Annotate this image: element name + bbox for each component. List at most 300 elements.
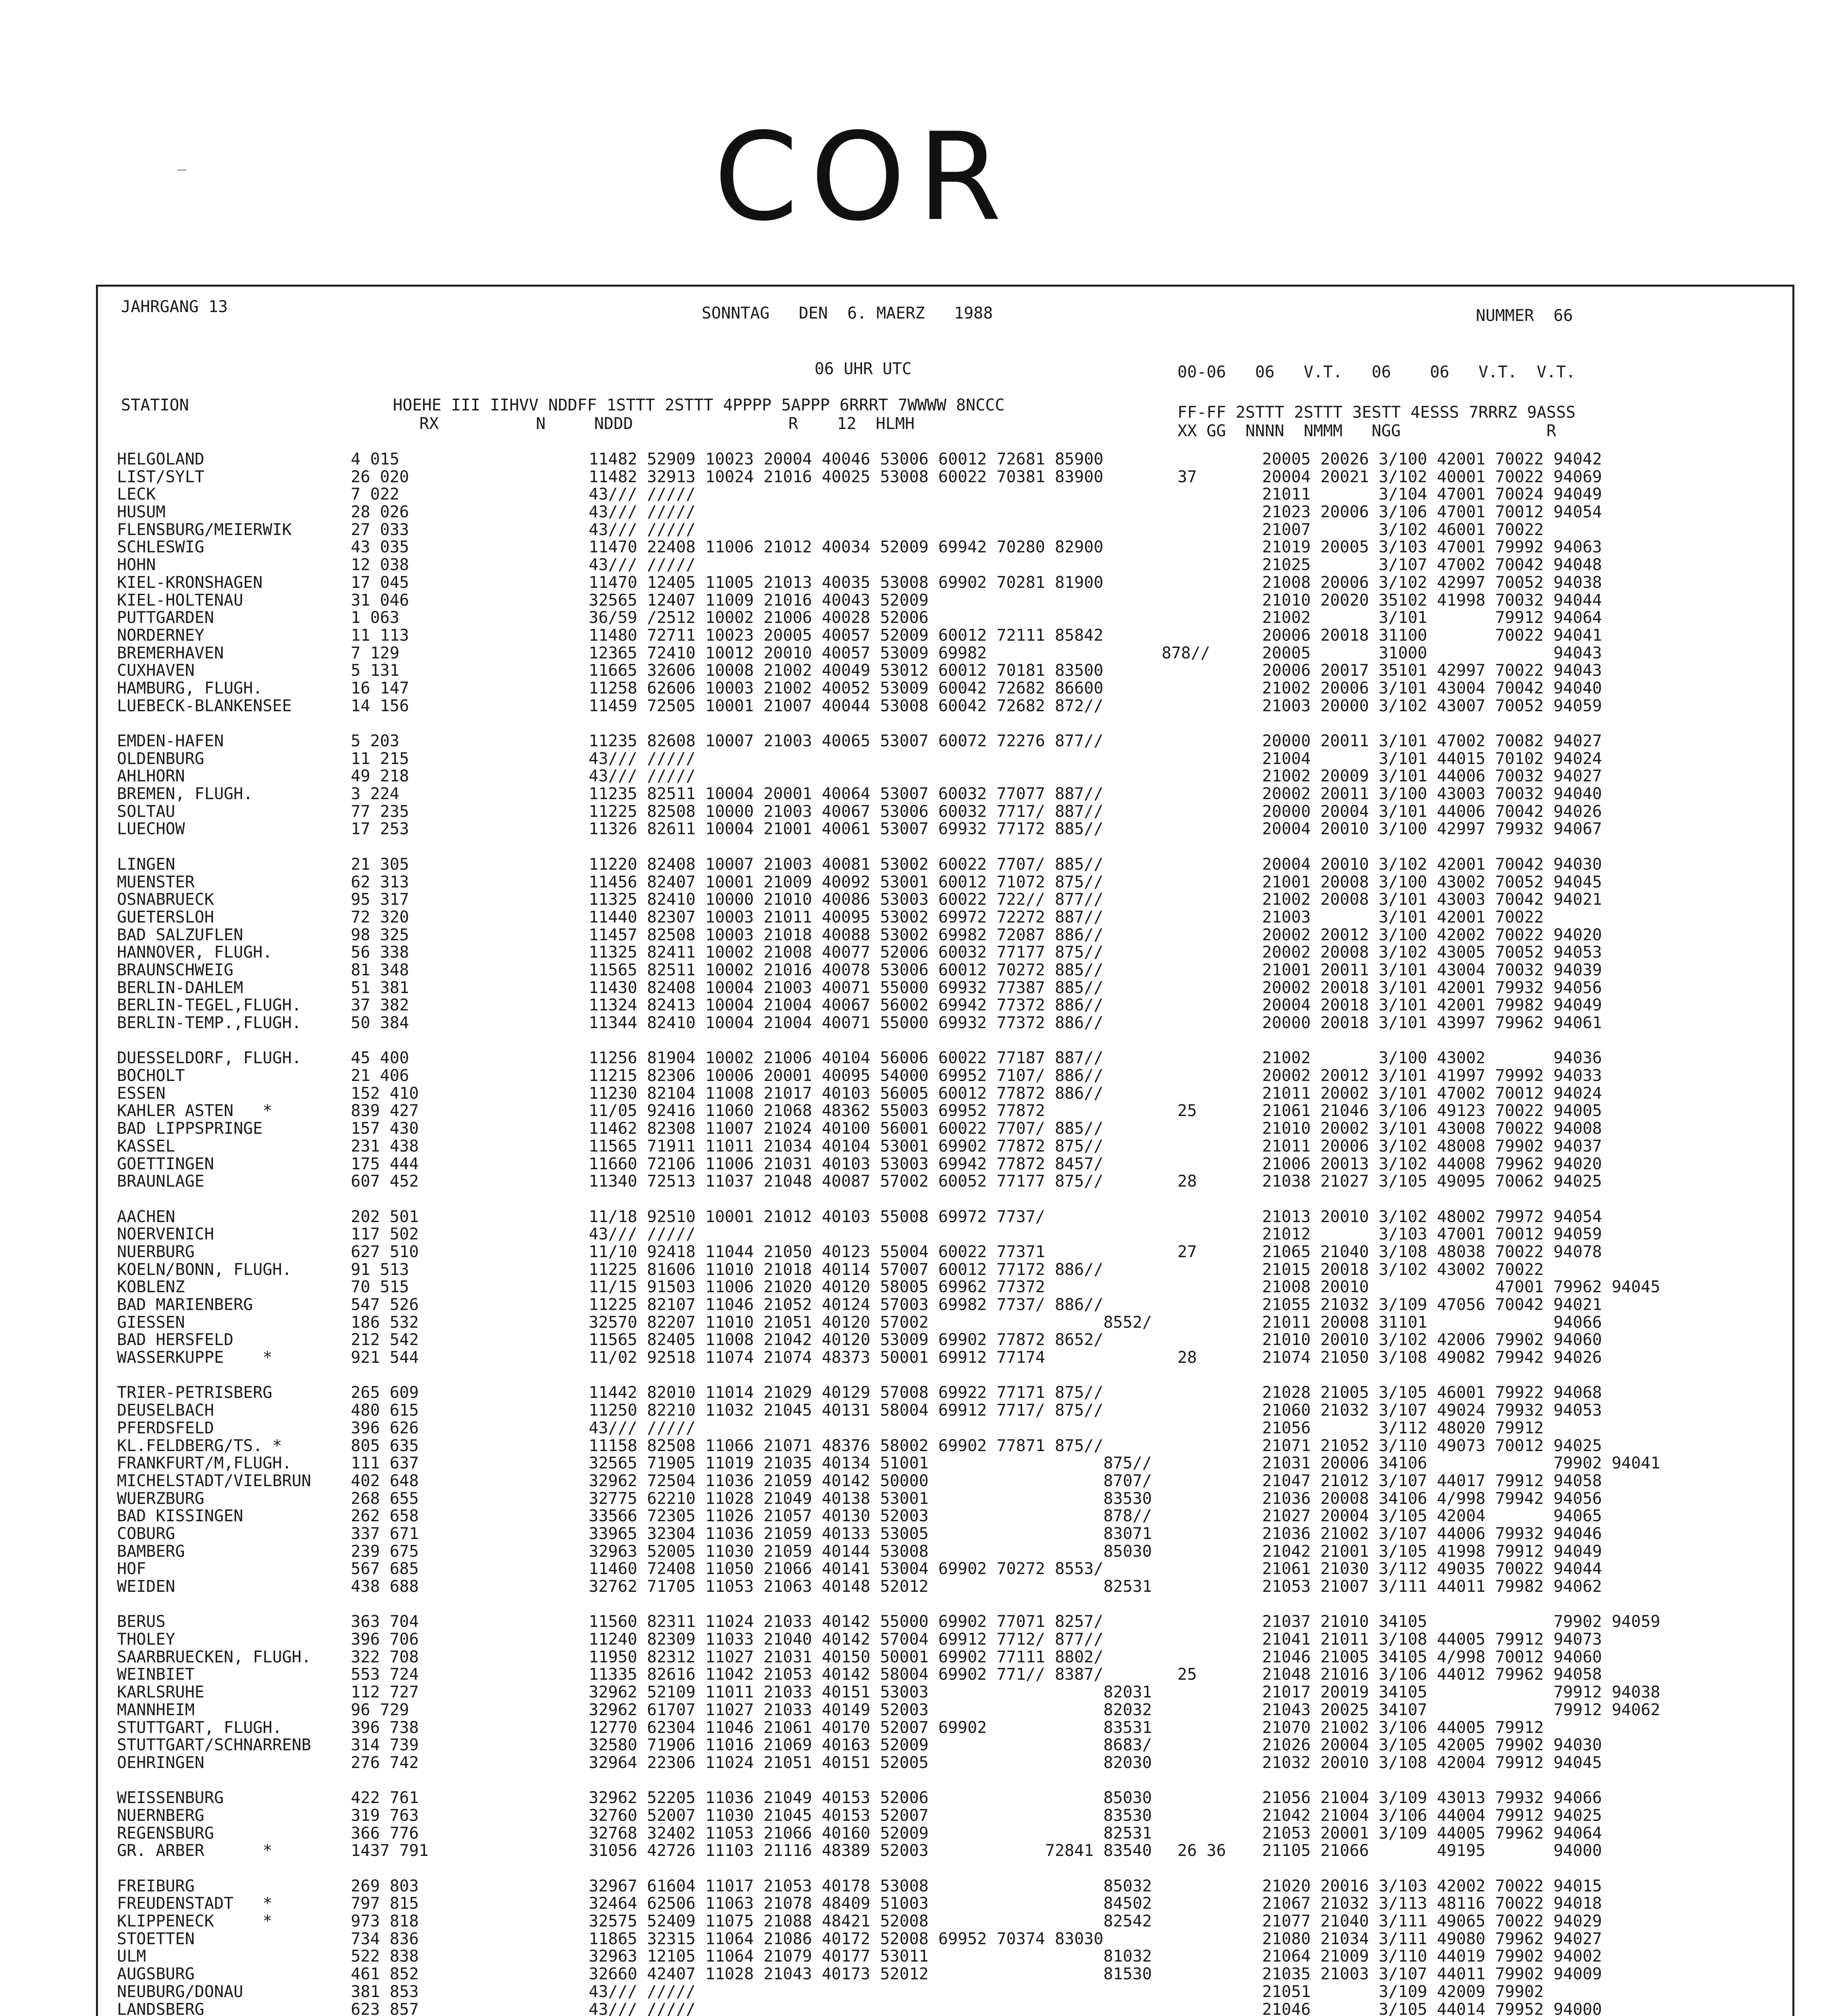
- extra-groups: 21010 20020 35102 41998 70032 94044: [1262, 591, 1602, 610]
- station-height: 43 035: [351, 538, 409, 557]
- synop-groups: 43/// /////: [589, 749, 696, 768]
- station-name: PUTTGARDEN: [117, 608, 214, 627]
- synop-groups: 11/02 92518 11074 21074 48373 50001 69912 77174: [589, 1348, 1045, 1367]
- synop-groups: 32580 71906 11016 21069 40163 52009 8683/: [589, 1736, 1152, 1755]
- station-name: REGENSBURG: [117, 1824, 214, 1843]
- synop-groups: 11470 22408 11006 21012 40034 52009 69942 70280 82900: [589, 538, 1104, 557]
- station-height: 363 704: [351, 1612, 419, 1631]
- station-name: WUERZBURG: [117, 1489, 204, 1508]
- station-height: 319 763: [351, 1806, 419, 1825]
- synop-groups: 11456 82407 10001 21009 40092 53001 60012 71072 875//: [589, 873, 1104, 891]
- station-name: GOETTINGEN: [117, 1154, 214, 1173]
- station-height: 973 818: [351, 1912, 419, 1931]
- station-height: 797 815: [351, 1894, 419, 1913]
- synop-groups: 11462 82308 11007 21024 40100 56001 60022 7707/ 885//: [589, 1119, 1104, 1138]
- station-name: STUTTGART, FLUGH.: [117, 1718, 282, 1737]
- station-name: WASSERKUPPE *: [117, 1348, 273, 1367]
- synop-groups: 11865 32315 11064 21086 40172 52008 69952 70374 83030: [589, 1929, 1104, 1948]
- station-name: HOHN: [117, 556, 156, 575]
- extra-groups: 21001 20011 3/101 43004 70032 94039: [1262, 960, 1602, 979]
- synop-groups: 11240 82309 11033 21040 40142 57004 69912 7712/ 877//: [589, 1630, 1104, 1649]
- station-name: ULM: [117, 1947, 146, 1966]
- station-name: SCHLESWIG: [117, 538, 204, 557]
- station-name: KOELN/BONN, FLUGH.: [117, 1260, 292, 1279]
- synop-groups: 11/10 92418 11044 21050 40123 55004 60022 77371: [589, 1242, 1045, 1261]
- station-height: 438 688: [351, 1577, 419, 1596]
- synop-groups: 11565 82511 10002 21016 40078 53006 60012 70272 885//: [589, 960, 1104, 979]
- station-name: DEUSELBACH: [117, 1401, 214, 1420]
- station-name: BAD SALZUFLEN: [117, 925, 244, 944]
- extra-groups: 21002 20008 3/101 43003 70042 94021: [1262, 890, 1602, 909]
- synop-groups: 11325 82410 10000 21010 40086 53003 60022 722// 877//: [589, 890, 1104, 909]
- synop-groups: 33965 32304 11036 21059 40133 53005 83071: [589, 1524, 1152, 1543]
- station-height: 95 317: [351, 890, 409, 909]
- station-height: 157 430: [351, 1119, 419, 1138]
- station-name: KAHLER ASTEN *: [117, 1102, 273, 1120]
- extra-groups: 21055 21032 3/109 47056 70042 94021: [1262, 1295, 1602, 1314]
- station-name: KARLSRUHE: [117, 1683, 204, 1702]
- synop-groups: 11344 82410 10004 21004 40071 55000 69932 77372 886//: [589, 1014, 1104, 1032]
- station-height: 111 637: [351, 1454, 419, 1473]
- wind-gust-marker: 26 36: [1177, 1841, 1226, 1860]
- synop-groups: 11480 72711 10023 20005 40057 52009 60012 72111 85842: [589, 626, 1104, 645]
- station-height: 70 515: [351, 1278, 409, 1297]
- synop-groups: 11482 52909 10023 20004 40046 53006 60012 72681 85900: [589, 450, 1104, 469]
- extra-groups: 20006 20018 31100 70022 94041: [1262, 626, 1602, 645]
- station-height: 96 729: [351, 1700, 409, 1719]
- extra-groups: 20002 20018 3/101 42001 79932 94056: [1262, 978, 1602, 997]
- station-height: 50 384: [351, 1014, 409, 1032]
- synop-groups: 32660 42407 11028 21043 40173 52012 81530: [589, 1965, 1152, 1984]
- extra-groups: 20000 20004 3/101 44006 70042 94026: [1262, 802, 1602, 821]
- station-height: 27 033: [351, 520, 409, 539]
- extra-groups: 21025 3/107 47002 70042 94048: [1262, 556, 1602, 575]
- station-height: 91 513: [351, 1260, 409, 1279]
- report-number: NUMMER 66: [1476, 306, 1573, 325]
- right-header-line-1: 00-06 06 V.T. 06 06 V.T. V.T.: [1177, 363, 1576, 381]
- station-height: 396 706: [351, 1630, 419, 1649]
- extra-groups: 21056 21004 3/109 43013 79932 94066: [1262, 1789, 1602, 1808]
- extra-groups: 21002 20009 3/101 44006 70032 94027: [1262, 767, 1602, 786]
- station-name: HAMBURG, FLUGH.: [117, 679, 263, 698]
- extra-groups: 20004 20010 3/102 42001 70042 94030: [1262, 855, 1602, 874]
- station-name: PFERDSFELD: [117, 1418, 214, 1437]
- extra-groups: 21047 21012 3/107 44017 79912 94058: [1262, 1471, 1602, 1490]
- extra-groups: 21074 21050 3/108 49082 79942 94026: [1262, 1348, 1602, 1367]
- wind-gust-marker: 27: [1177, 1242, 1197, 1261]
- station-height: 14 156: [351, 696, 409, 715]
- extra-groups: 21042 21004 3/106 44004 79912 94025: [1262, 1806, 1602, 1825]
- extra-groups: 21053 20001 3/109 44005 79962 94064: [1262, 1824, 1602, 1843]
- extra-groups: 21053 21007 3/111 44011 79982 94062: [1262, 1577, 1602, 1596]
- synop-groups: 11335 82616 11042 21053 40142 58004 69902 771// 8387/: [589, 1665, 1104, 1684]
- synop-groups: 32768 32402 11053 21066 40160 52009 82531: [589, 1824, 1152, 1843]
- station-height: 805 635: [351, 1436, 419, 1455]
- station-name: MANNHEIM: [117, 1700, 195, 1719]
- synop-groups: 32962 52109 11011 21033 40151 53003 82031: [589, 1683, 1152, 1702]
- station-name: WEINBIET: [117, 1665, 195, 1684]
- synop-groups: 33566 72305 11026 21057 40130 52003 878//: [589, 1507, 1152, 1526]
- wind-gust-marker: 25: [1177, 1665, 1197, 1684]
- station-height: 322 708: [351, 1647, 419, 1666]
- station-name: AHLHORN: [117, 767, 185, 786]
- station-height: 56 338: [351, 943, 409, 962]
- extra-groups: 21080 21034 3/111 49080 79962 94027: [1262, 1929, 1602, 1948]
- station-height: 402 648: [351, 1471, 419, 1490]
- station-name: BRAUNLAGE: [117, 1172, 204, 1191]
- station-height: 366 776: [351, 1824, 419, 1843]
- extra-groups: 21011 20006 3/102 48008 79902 94037: [1262, 1137, 1602, 1156]
- right-header-line-2: FF-FF 2STTT 2STTT 3ESTT 4ESSS 7RRRZ 9ASSS: [1177, 403, 1576, 422]
- extra-groups: 21067 21032 3/113 48116 70022 94018: [1262, 1894, 1602, 1913]
- station-name: BAMBERG: [117, 1542, 185, 1561]
- station-height: 11 113: [351, 626, 409, 645]
- station-height: 117 502: [351, 1225, 419, 1244]
- date-line: SONNTAG DEN 6. MAERZ 1988: [702, 304, 993, 323]
- synop-groups: 11665 32606 10008 21002 40049 53012 60012 70181 83500: [589, 661, 1104, 680]
- pen-mark: [177, 169, 186, 171]
- station-name: LINGEN: [117, 855, 175, 874]
- station-height: 186 532: [351, 1313, 419, 1332]
- station-height: 16 147: [351, 679, 409, 698]
- extra-groups: 21046 3/105 44014 79952 94000: [1262, 2000, 1602, 2016]
- station-height: 45 400: [351, 1049, 409, 1068]
- synop-groups: 11220 82408 10007 21003 40081 53002 60022 7707/ 885//: [589, 855, 1104, 874]
- synop-groups: 11660 72106 11006 21031 40103 53003 69942 77872 8457/: [589, 1154, 1104, 1173]
- station-name: KL.FELDBERG/TS. *: [117, 1436, 282, 1455]
- extra-groups: 21036 20008 34106 4/998 79942 94056: [1262, 1489, 1602, 1508]
- synop-groups: 43/// /////: [589, 1982, 696, 2001]
- synop-groups: 43/// /////: [589, 520, 696, 539]
- station-name: WEIDEN: [117, 1577, 175, 1596]
- extra-groups: 21011 20008 31101 94066: [1262, 1313, 1602, 1332]
- station-name: KOBLENZ: [117, 1278, 185, 1297]
- extra-groups: 21011 20002 3/101 47002 70012 94024: [1262, 1084, 1602, 1103]
- station-height: 422 761: [351, 1789, 419, 1808]
- extra-groups: 20004 20018 3/101 42001 79982 94049: [1262, 996, 1602, 1015]
- extra-groups: 21042 21001 3/105 41998 79912 94049: [1262, 1542, 1602, 1561]
- synop-groups: 43/// /////: [589, 2000, 696, 2016]
- extra-groups: 21028 21005 3/105 46001 79922 94068: [1262, 1383, 1602, 1402]
- extra-groups: 21037 21010 34105 79902 94059: [1262, 1612, 1660, 1631]
- station-height: 3 224: [351, 785, 400, 804]
- extra-groups: 21019 20005 3/103 47001 79992 94063: [1262, 538, 1602, 557]
- station-height: 921 544: [351, 1348, 419, 1367]
- station-height: 734 836: [351, 1929, 419, 1948]
- station-name: LANDSBERG: [117, 2000, 204, 2016]
- station-height: 607 452: [351, 1172, 419, 1191]
- station-name: AACHEN: [117, 1207, 175, 1226]
- station-height: 262 658: [351, 1507, 419, 1526]
- extra-groups: 20004 20021 3/102 40001 70022 94069: [1262, 467, 1602, 486]
- extra-groups: 21004 3/101 44015 70102 94024: [1262, 749, 1602, 768]
- synop-groups: 11230 82104 11008 21017 40103 56005 60012 77872 886//: [589, 1084, 1104, 1103]
- station-name: NORDERNEY: [117, 626, 204, 645]
- station-name: SOLTAU: [117, 802, 175, 821]
- extra-groups: 21011 3/104 47001 70024 94049: [1262, 485, 1602, 504]
- extra-groups: 21035 21003 3/107 44011 79902 94009: [1262, 1965, 1602, 1984]
- station-name: GUETERSLOH: [117, 908, 214, 927]
- station-name: SAARBRUECKEN, FLUGH.: [117, 1647, 311, 1666]
- handwritten-title: COR: [714, 107, 1014, 248]
- column-header-line-2: RX N NDDD R 12 HLMH: [419, 414, 915, 433]
- synop-groups: 32967 61604 11017 21053 40178 53008 85032: [589, 1876, 1152, 1895]
- station-name: GIESSEN: [117, 1313, 185, 1332]
- station-name: LUEBECK-BLANKENSEE: [117, 696, 292, 715]
- station-height: 265 609: [351, 1383, 419, 1402]
- extra-groups: 21020 20016 3/103 42002 70022 94015: [1262, 1876, 1602, 1895]
- station-name: MUENSTER: [117, 873, 195, 891]
- station-height: 202 501: [351, 1207, 419, 1226]
- station-height: 231 438: [351, 1137, 419, 1156]
- synop-groups: 11326 82611 10004 21001 40061 53007 69932 77172 885//: [589, 820, 1104, 839]
- synop-groups: 11/05 92416 11060 21068 48362 55003 69952 77872: [589, 1102, 1045, 1120]
- synop-groups: 32963 12105 11064 21079 40177 53011 81032: [589, 1947, 1152, 1966]
- synop-groups: 43/// /////: [589, 767, 696, 786]
- synop-groups: 11950 82312 11027 21031 40150 50001 69902 77111 8802/: [589, 1647, 1104, 1666]
- station-name: BERLIN-TEGEL,FLUGH.: [117, 996, 302, 1015]
- extra-groups: 21065 21040 3/108 48038 70022 94078: [1262, 1242, 1602, 1261]
- synop-groups: 11256 81904 10002 21006 40104 56006 60022 77187 887//: [589, 1049, 1104, 1068]
- station-height: 522 838: [351, 1947, 419, 1966]
- station-name: FRANKFURT/M,FLUGH.: [117, 1454, 292, 1473]
- extra-groups: 21008 20006 3/102 42997 70052 94038: [1262, 573, 1602, 592]
- synop-groups: 11250 82210 11032 21045 40131 58004 69912 7717/ 875//: [589, 1401, 1104, 1420]
- station-name: HOF: [117, 1560, 146, 1579]
- station-name: BREMERHAVEN: [117, 644, 224, 662]
- station-height: 7 022: [351, 485, 400, 504]
- extra-groups: 21027 20004 3/105 42004 94065: [1262, 1507, 1602, 1526]
- station-name: LECK: [117, 485, 156, 504]
- wind-gust-marker: 25: [1177, 1102, 1197, 1120]
- extra-groups: 20000 20011 3/101 47002 70082 94027: [1262, 732, 1602, 750]
- extra-groups: 20002 20011 3/100 43003 70032 94040: [1262, 785, 1602, 804]
- station-height: 12 038: [351, 556, 409, 575]
- extra-groups: 21026 20004 3/105 42005 79902 94030: [1262, 1736, 1602, 1755]
- extra-groups: 21001 20008 3/100 43002 70052 94045: [1262, 873, 1602, 891]
- extra-groups: 20002 20008 3/102 43005 70052 94053: [1262, 943, 1602, 962]
- station-name: NUERNBERG: [117, 1806, 204, 1825]
- station-name: BRAUNSCHWEIG: [117, 960, 233, 979]
- synop-groups: 32760 52007 11030 21045 40153 52007 83530: [589, 1806, 1152, 1825]
- extra-groups: 20005 31000 94043: [1262, 644, 1602, 662]
- station-height: 547 526: [351, 1295, 419, 1314]
- station-name: GR. ARBER *: [117, 1841, 273, 1860]
- extra-groups: 21006 20013 3/102 44008 79962 94020: [1262, 1154, 1602, 1173]
- station-height: 627 510: [351, 1242, 419, 1261]
- synop-groups: 32565 12407 11009 21016 40043 52009: [589, 591, 929, 610]
- synop-groups: 32762 71705 11053 21063 40148 52012 82531: [589, 1577, 1152, 1596]
- station-name: STUTTGART/SCHNARRENB: [117, 1736, 311, 1755]
- extra-groups: 21061 21046 3/106 49123 70022 94005: [1262, 1102, 1602, 1120]
- column-header-line-1: STATION HOEHE III IIHVV NDDFF 1STTT 2STTT 4PPPP 5APPP 6RRRT 7WWWW 8NCCC: [121, 396, 1005, 414]
- station-height: 37 382: [351, 996, 409, 1015]
- extra-groups: 21036 21002 3/107 44006 79932 94046: [1262, 1524, 1602, 1543]
- station-height: 21 406: [351, 1066, 409, 1085]
- synop-groups: 32963 52005 11030 21059 40144 53008 85030: [589, 1542, 1152, 1561]
- station-name: BERLIN-DAHLEM: [117, 978, 244, 997]
- extra-groups: 21003 20000 3/102 43007 70052 94059: [1262, 696, 1602, 715]
- extra-groups: 21038 21027 3/105 49095 70062 94025: [1262, 1172, 1602, 1191]
- extra-groups: 21012 3/103 47001 70012 94059: [1262, 1225, 1602, 1244]
- station-name: COBURG: [117, 1524, 175, 1543]
- station-height: 152 410: [351, 1084, 419, 1103]
- station-name: CUXHAVEN: [117, 661, 195, 680]
- station-height: 567 685: [351, 1560, 419, 1579]
- station-name: KIEL-KRONSHAGEN: [117, 573, 263, 592]
- station-height: 480 615: [351, 1401, 419, 1420]
- synop-groups: 32962 61707 11027 21033 40149 52003 82032: [589, 1700, 1152, 1719]
- synop-groups: 12365 72410 10012 20010 40057 53009 69982 878//: [589, 644, 1210, 662]
- station-name: BERUS: [117, 1612, 166, 1631]
- extra-groups: 21070 21002 3/106 44005 79912: [1262, 1718, 1544, 1737]
- station-name: BERLIN-TEMP.,FLUGH.: [117, 1014, 302, 1032]
- synop-groups: 11457 82508 10003 21018 40088 53002 69982 72087 886//: [589, 925, 1104, 944]
- station-height: 112 727: [351, 1683, 419, 1702]
- synop-groups: 12770 62304 11046 21061 40170 52007 69902 83531: [589, 1718, 1152, 1737]
- station-name: KLIPPENECK *: [117, 1912, 273, 1931]
- station-height: 31 046: [351, 591, 409, 610]
- extra-groups: 21041 21011 3/108 44005 79912 94073: [1262, 1630, 1602, 1649]
- station-height: 4 015: [351, 450, 400, 469]
- synop-groups: 11235 82511 10004 20001 40064 53007 60032 77077 887//: [589, 785, 1104, 804]
- extra-groups: 21002 20006 3/101 43004 70042 94040: [1262, 679, 1602, 698]
- station-name: OEHRINGEN: [117, 1753, 204, 1772]
- station-name: FLENSBURG/MEIERWIK: [117, 520, 292, 539]
- station-name: KASSEL: [117, 1137, 175, 1156]
- extra-groups: 21031 20006 34106 79902 94041: [1262, 1454, 1660, 1473]
- station-name: NEUBURG/DONAU: [117, 1982, 244, 2001]
- station-name: BAD KISSINGEN: [117, 1507, 244, 1526]
- extra-groups: 20002 20012 3/100 42002 70022 94020: [1262, 925, 1602, 944]
- station-height: 21 305: [351, 855, 409, 874]
- station-height: 337 671: [351, 1524, 419, 1543]
- station-name: LIST/SYLT: [117, 467, 204, 486]
- synop-groups: 32565 71905 11019 21035 40134 51001 875//: [589, 1454, 1152, 1473]
- station-name: FREUDENSTADT *: [117, 1894, 273, 1913]
- synop-groups: 43/// /////: [589, 1418, 696, 1437]
- synop-groups: 11325 82411 10002 21008 40077 52006 60032 77177 875//: [589, 943, 1104, 962]
- station-name: BAD MARIENBERG: [117, 1295, 253, 1314]
- station-name: DUESSELDORF, FLUGH.: [117, 1049, 302, 1068]
- extra-groups: 21043 20025 34107 79912 94062: [1262, 1700, 1660, 1719]
- extra-groups: 21010 20010 3/102 42006 79902 94060: [1262, 1331, 1602, 1350]
- station-name: THOLEY: [117, 1630, 175, 1649]
- extra-groups: 21010 20002 3/101 43008 70022 94008: [1262, 1119, 1602, 1138]
- synop-groups: 32575 52409 11075 21088 48421 52008 82542: [589, 1912, 1152, 1931]
- station-name: HELGOLAND: [117, 450, 204, 469]
- wind-gust-marker: 28: [1177, 1348, 1197, 1367]
- station-height: 62 313: [351, 873, 409, 891]
- station-height: 77 235: [351, 802, 409, 821]
- station-name: BOCHOLT: [117, 1066, 185, 1085]
- station-name: TRIER-PETRISBERG: [117, 1383, 273, 1402]
- synop-groups: 11482 32913 10024 21016 40025 53008 60022 70381 83900: [589, 467, 1104, 486]
- station-height: 239 675: [351, 1542, 419, 1561]
- station-name: OLDENBURG: [117, 749, 204, 768]
- right-header-line-3: XX GG NNNN NMMM NGG R: [1177, 422, 1556, 440]
- station-height: 396 738: [351, 1718, 419, 1737]
- wind-gust-marker: 28: [1177, 1172, 1197, 1191]
- extra-groups: 21013 20010 3/102 48002 79972 94054: [1262, 1207, 1602, 1226]
- station-height: 26 020: [351, 467, 409, 486]
- station-name: AUGSBURG: [117, 1965, 195, 1984]
- station-name: ESSEN: [117, 1084, 166, 1103]
- station-name: STOETTEN: [117, 1929, 195, 1948]
- synop-groups: 11/15 91503 11006 21020 40120 58005 69962 77372: [589, 1278, 1045, 1297]
- synop-groups: 32570 82207 11010 21051 40120 57002 8552/: [589, 1313, 1152, 1332]
- station-height: 81 348: [351, 960, 409, 979]
- station-height: 212 542: [351, 1331, 419, 1350]
- station-height: 1437 791: [351, 1841, 429, 1860]
- synop-groups: 11225 82508 10000 21003 40067 53006 60032 7717/ 887//: [589, 802, 1104, 821]
- station-height: 5 203: [351, 732, 400, 750]
- synop-groups: 32962 52205 11036 21049 40153 52006 85030: [589, 1789, 1152, 1808]
- station-height: 1 063: [351, 608, 400, 627]
- extra-groups: 21023 20006 3/106 47001 70012 94054: [1262, 503, 1602, 522]
- extra-groups: 21060 21032 3/107 49024 79932 94053: [1262, 1401, 1602, 1420]
- station-height: 49 218: [351, 767, 409, 786]
- extra-groups: 21003 3/101 42001 70022: [1262, 908, 1544, 927]
- synop-groups: 11470 12405 11005 21013 40035 53008 69902 70281 81900: [589, 573, 1104, 592]
- synop-groups: 43/// /////: [589, 1225, 696, 1244]
- synop-groups: 11560 82311 11024 21033 40142 55000 69902 77071 8257/: [589, 1612, 1104, 1631]
- synop-groups: 32964 22306 11024 21051 40151 52005 82030: [589, 1753, 1152, 1772]
- extra-groups: 21046 21005 34105 4/998 70012 94060: [1262, 1647, 1602, 1666]
- synop-groups: 43/// /////: [589, 556, 696, 575]
- station-height: 553 724: [351, 1665, 419, 1684]
- synop-groups: 32775 62210 11028 21049 40138 53001 83530: [589, 1489, 1152, 1508]
- synop-groups: 11225 81606 11010 21018 40114 57007 60012 77172 886//: [589, 1260, 1104, 1279]
- station-name: HUSUM: [117, 503, 166, 522]
- extra-groups: 21064 21009 3/110 44019 79902 94002: [1262, 1947, 1602, 1966]
- extra-groups: 21017 20019 34105 79912 94038: [1262, 1683, 1660, 1702]
- station-name: EMDEN-HAFEN: [117, 732, 224, 750]
- station-height: 175 444: [351, 1154, 419, 1173]
- station-height: 28 026: [351, 503, 409, 522]
- synop-groups: 11442 82010 11014 21029 40129 57008 69922 77171 875//: [589, 1383, 1104, 1402]
- station-name: NOERVENICH: [117, 1225, 214, 1244]
- station-name: WEISSENBURG: [117, 1789, 224, 1808]
- synop-groups: 32962 72504 11036 21059 40142 50000 8707/: [589, 1471, 1152, 1490]
- station-height: 461 852: [351, 1965, 419, 1984]
- station-name: BAD HERSFELD: [117, 1331, 233, 1350]
- extra-groups: 21061 21030 3/112 49035 70022 94044: [1262, 1560, 1602, 1579]
- extra-groups: 21002 3/100 43002 94036: [1262, 1049, 1602, 1068]
- station-height: 17 045: [351, 573, 409, 592]
- station-height: 72 320: [351, 908, 409, 927]
- extra-groups: 21048 21016 3/106 44012 79962 94058: [1262, 1665, 1602, 1684]
- synop-groups: 11215 82306 10006 20001 40095 54000 69952 7107/ 886//: [589, 1066, 1104, 1085]
- station-height: 276 742: [351, 1753, 419, 1772]
- synop-groups: 11459 72505 10001 21007 40044 53008 60042 72682 872//: [589, 696, 1104, 715]
- station-name: KIEL-HOLTENAU: [117, 591, 244, 610]
- synop-groups: 11/18 92510 10001 21012 40103 55008 69972 7737/: [589, 1207, 1045, 1226]
- extra-groups: 20005 20026 3/100 42001 70022 94042: [1262, 450, 1602, 469]
- jahrgang: JAHRGANG 13: [121, 298, 228, 316]
- extra-groups: 21077 21040 3/111 49065 70022 94029: [1262, 1912, 1602, 1931]
- synop-groups: 11158 82508 11066 21071 48376 58002 69902 77871 875//: [589, 1436, 1104, 1455]
- extra-groups: 21105 21066 49195 94000: [1262, 1841, 1602, 1860]
- station-height: 269 803: [351, 1876, 419, 1895]
- station-height: 11 215: [351, 749, 409, 768]
- extra-groups: 20004 20010 3/100 42997 79932 94067: [1262, 820, 1602, 839]
- synop-groups: 43/// /////: [589, 485, 696, 504]
- synop-groups: 11225 82107 11046 21052 40124 57003 69982 7737/ 886//: [589, 1295, 1104, 1314]
- extra-groups: 21071 21052 3/110 49073 70012 94025: [1262, 1436, 1602, 1455]
- station-height: 623 857: [351, 2000, 419, 2016]
- extra-groups: 20006 20017 35101 42997 70022 94043: [1262, 661, 1602, 680]
